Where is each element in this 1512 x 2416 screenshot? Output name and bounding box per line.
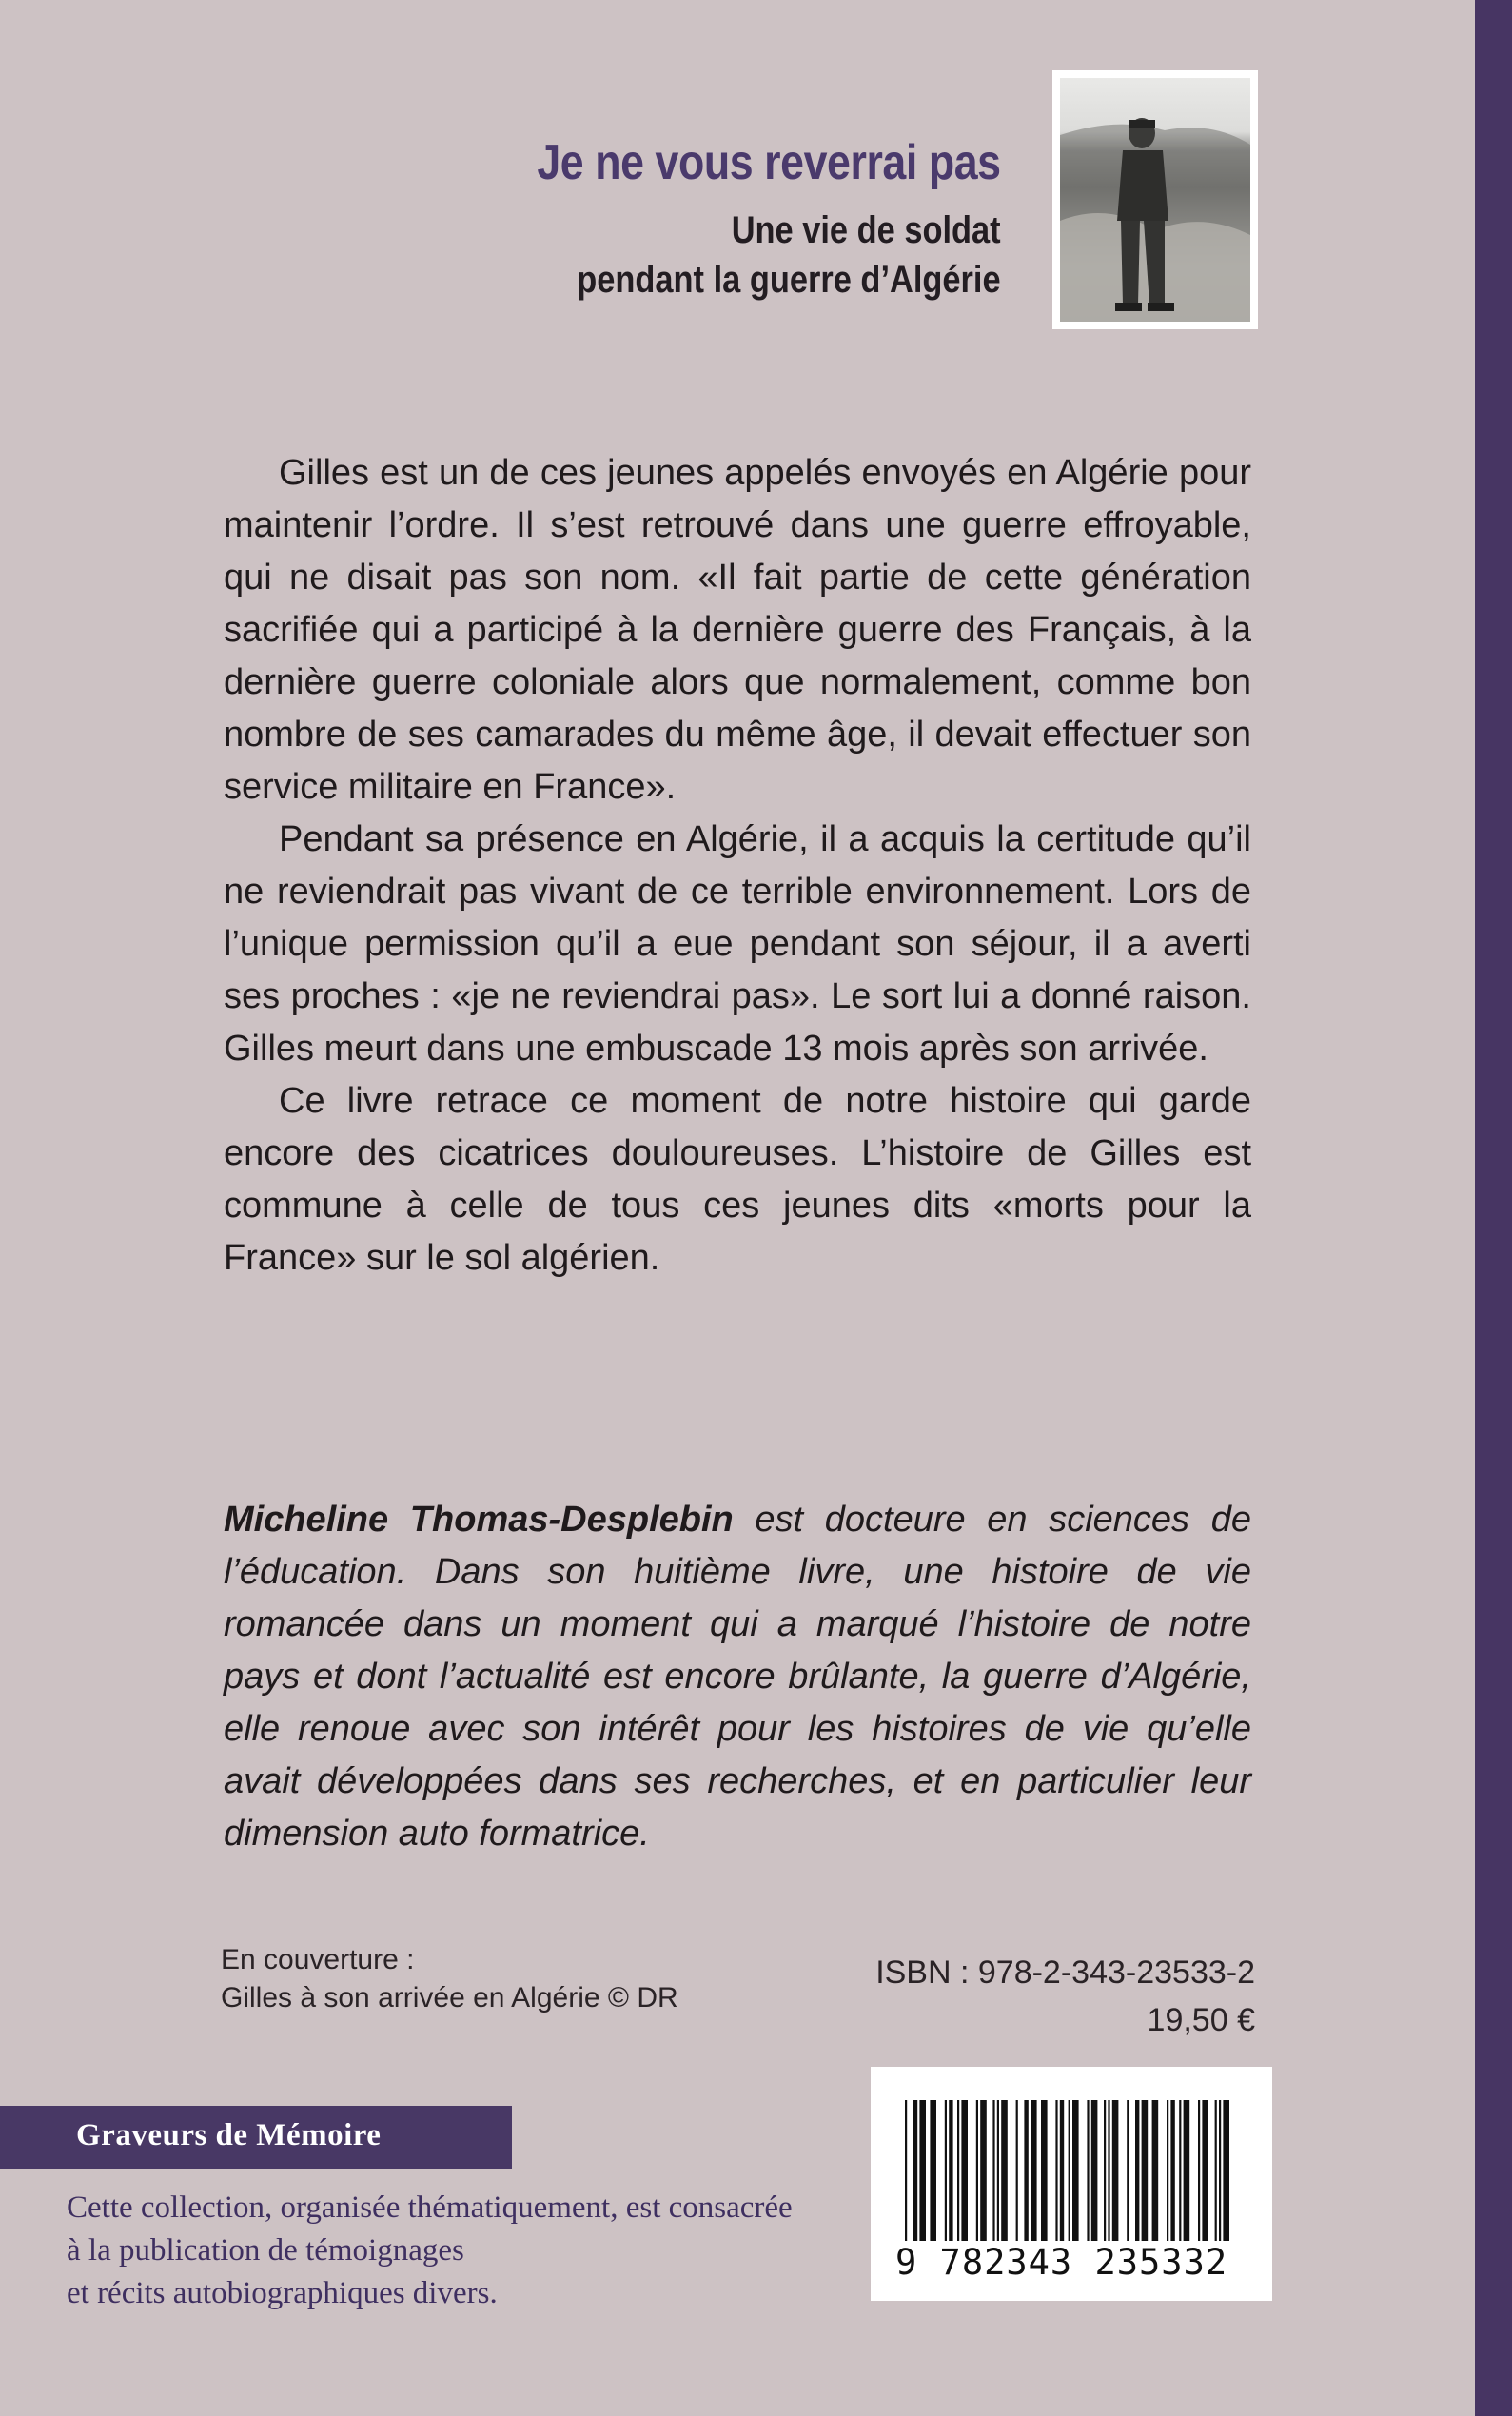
blurb-paragraph-2: Pendant sa présence en Algérie, il a acquis la certitude qu’il ne reviendrait pas vivant de ce terrible environnement. Lors de l’unique permission qu’il a eue pendant son séjour, il a averti ses proches : «je ne reviendrai pas». Le sort lui a donné raison. Gilles meurt dans une embuscade 13 mois après son arrivée. [224,819,1251,1069]
isbn-price-block [875,1949,1255,2044]
collection-desc-line-2: à la publication de témoignages [67,2233,464,2268]
barcode-bar [930,2100,936,2241]
author-bio [224,1494,1251,1860]
author-name: Micheline Thomas-Desplebin [224,1500,734,1540]
barcode-bar [1223,2100,1229,2241]
barcode-bar [1060,2100,1064,2241]
collection-description [67,2187,793,2315]
barcode-bar [1108,2100,1109,2241]
barcode-bar [1142,2100,1149,2241]
barcode-bar [1202,2100,1208,2241]
book-subtitle [538,206,1001,304]
barcode-bar [1135,2100,1139,2241]
barcode-bar [1179,2100,1181,2241]
barcode-bar [1215,2100,1217,2241]
barcode-bar [997,2100,999,2241]
barcode-bar [1219,2100,1221,2241]
blurb-paragraph-3: Ce livre retrace ce moment de notre histoire qui garde encore des cicatrices douloureuses. L’histoire de Gilles est commune à celle de tous ces jeunes dits «morts pour la France» sur le sol algérien. [224,1081,1251,1278]
back-cover-blurb [224,447,1251,1285]
cover-photo-frame [1052,70,1258,329]
title-block [461,133,1001,304]
barcode-box [871,2067,1272,2301]
soldier-photo [1060,78,1250,322]
barcode-bar [1170,2100,1174,2241]
barcode-bar [1104,2100,1106,2241]
barcode-bar [1127,2100,1129,2241]
barcode-bar [1184,2100,1190,2241]
author-bio-text: est docteure en sciences de l’éducation. Dans son huitième livre, une histoire de vie romancée dans un moment qui a marqué l’histoire de notre pays et dont l’actualité est encore brûlante, la guerre d’Algérie, elle renoue avec son intérêt pour les histoires de vie qu’elle avait développées dans ses recherches, et en particulier leur dimension auto formatrice. [224,1500,1251,1854]
barcode-bar [992,2100,994,2241]
barcode-bar [1112,2100,1119,2241]
cover-credit-text: Gilles à son arrivée en Algérie © DR [221,1982,678,2013]
blurb-paragraph-1: Gilles est un de ces jeunes appelés envoyés en Algérie pour maintenir l’ordre. Il s’est retrouvé dans une guerre effroyable, qui ne disait pas son nom. «Il fait partie de cette génération sacrifiée qui a participé à la dernière guerre des Français, à la dernière guerre coloniale alors que normalement, comme bon nombre de ses camarades du même âge, il devait effectuer son service militaire en France». [224,453,1251,807]
barcode-bar [1091,2100,1098,2241]
barcode-bar [1087,2100,1089,2241]
barcode-bar [945,2100,947,2241]
barcode-bar [1152,2100,1159,2241]
barcode-bar [1198,2100,1200,2241]
barcode-bar [913,2100,917,2241]
barcode-image [899,2100,1244,2241]
cover-credit [221,1941,678,2017]
book-title: Je ne vous reverrai pas [537,135,1001,190]
price: 19,50 € [1147,2002,1255,2038]
barcode-bar [1055,2100,1057,2241]
barcode-bar [1167,2100,1168,2241]
soldier-figure-image [1060,78,1250,322]
barcode-bar [905,2100,907,2241]
barcode-digits: 9 782343 235332 [895,2242,1228,2283]
barcode-bar [1069,2100,1070,2241]
barcode-bar [1041,2100,1048,2241]
barcode-bar [957,2100,959,2241]
collection-desc-line-1: Cette collection, organisée thématiquement, est consacrée [67,2190,793,2225]
barcode-bar [949,2100,952,2241]
collection-name: Graveurs de Mémoire [76,2118,382,2152]
subtitle-line-1: Une vie de soldat [732,209,1001,251]
barcode-bar [976,2100,978,2241]
collection-desc-line-3: et récits autobiographiques divers. [67,2276,498,2310]
subtitle-line-2: pendant la guerre d’Algérie [577,259,1001,301]
barcode-bar [1001,2100,1008,2241]
barcode-bar [961,2100,968,2241]
book-spine [1475,0,1512,2416]
barcode-bar [1072,2100,1079,2241]
barcode-bar [1024,2100,1028,2241]
barcode-bar [919,2100,926,2241]
isbn: ISBN : 978-2-343-23533-2 [875,1954,1255,1991]
barcode-bar [1016,2100,1018,2241]
barcode-bar [1031,2100,1037,2241]
cover-credit-label: En couverture : [221,1944,415,1975]
barcode-bar [980,2100,987,2241]
